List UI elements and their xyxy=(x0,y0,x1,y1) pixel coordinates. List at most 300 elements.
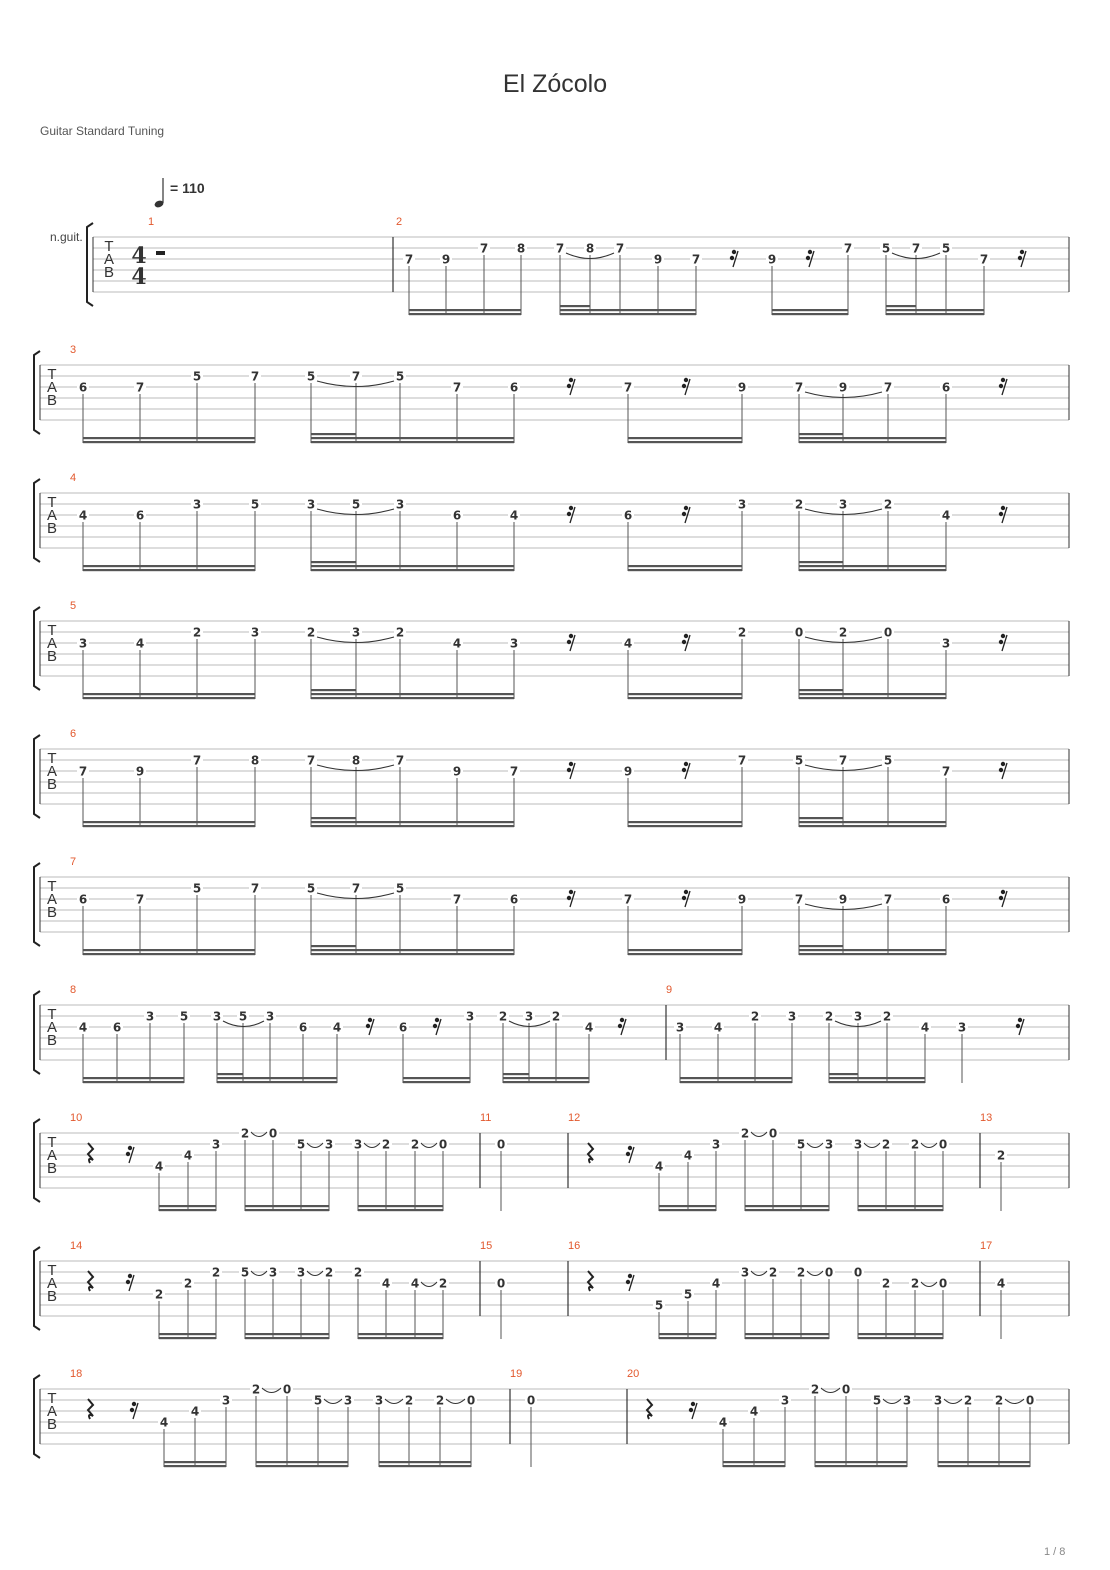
tab-letter: A xyxy=(103,251,115,268)
rest-dot xyxy=(999,896,1003,900)
fret-number: 5 xyxy=(250,497,260,512)
measure-number: 9 xyxy=(666,984,673,996)
beam xyxy=(745,1337,829,1339)
fret-number: 3 xyxy=(343,1393,353,1408)
beam xyxy=(503,1081,589,1083)
fret-number: 6 xyxy=(509,380,519,395)
fret-number: 2 xyxy=(910,1276,920,1291)
beam xyxy=(245,1209,329,1211)
half-rest xyxy=(156,251,165,255)
fret-number: 2 xyxy=(404,1393,414,1408)
measure-number: 4 xyxy=(70,472,77,484)
fret-number: 2 xyxy=(768,1265,778,1280)
rest-dot xyxy=(433,1024,437,1028)
fret-number: 3 xyxy=(711,1137,721,1152)
fret-number: 2 xyxy=(192,625,202,640)
fret-number: 5 xyxy=(192,881,202,896)
fret-number: 3 xyxy=(737,497,747,512)
rest-dot xyxy=(368,1018,372,1022)
fret-number: 2 xyxy=(435,1393,445,1408)
fret-number: 5 xyxy=(296,1137,306,1152)
rest-dot xyxy=(682,768,686,772)
instrument-label: n.guit. xyxy=(50,230,83,244)
rest-dot xyxy=(569,506,573,510)
fret-number: 3 xyxy=(211,1137,221,1152)
rest-dot xyxy=(732,250,736,254)
fret-number: 7 xyxy=(883,380,893,395)
fret-number: 0 xyxy=(824,1265,834,1280)
beam xyxy=(886,309,984,311)
fret-number: 3 xyxy=(221,1393,231,1408)
fret-number: 7 xyxy=(351,369,361,384)
fret-number: 3 xyxy=(853,1009,863,1024)
fret-number: 3 xyxy=(740,1265,750,1280)
fret-number: 9 xyxy=(135,764,145,779)
beam xyxy=(829,1077,925,1079)
fret-number: 4 xyxy=(941,508,951,523)
beam xyxy=(799,817,843,819)
fret-number: 4 xyxy=(711,1276,721,1291)
beam xyxy=(83,825,255,827)
fret-number: 2 xyxy=(740,1126,750,1141)
beam xyxy=(311,689,356,691)
beam xyxy=(560,313,696,315)
fret-number: 2 xyxy=(796,1265,806,1280)
fret-number: 3 xyxy=(212,1009,222,1024)
beam xyxy=(799,565,946,567)
fret-number: 0 xyxy=(526,1393,536,1408)
fret-number: 9 xyxy=(737,380,747,395)
beam xyxy=(858,1209,943,1211)
tab-letter: B xyxy=(46,648,58,665)
fret-number: 7 xyxy=(843,241,853,256)
fret-number: 3 xyxy=(902,1393,912,1408)
fret-number: 2 xyxy=(211,1265,221,1280)
rest-dot xyxy=(999,384,1003,388)
fret-number: 3 xyxy=(933,1393,943,1408)
tab-letter: A xyxy=(46,635,58,652)
beam xyxy=(829,1073,858,1075)
system-bracket xyxy=(34,991,40,1074)
fret-number: 4 xyxy=(154,1159,164,1174)
fret-number: 8 xyxy=(351,753,361,768)
rest-dot xyxy=(569,634,573,638)
measure-number: 18 xyxy=(70,1368,83,1380)
fret-number: 6 xyxy=(135,508,145,523)
rest-dot xyxy=(1001,378,1005,382)
beam xyxy=(403,1077,470,1079)
measure-number: 15 xyxy=(480,1240,493,1252)
beam xyxy=(938,1465,1030,1467)
rest-dot xyxy=(806,256,810,260)
rest-dot xyxy=(132,1402,136,1406)
fret-number: 3 xyxy=(509,636,519,651)
beam xyxy=(245,1205,329,1207)
fret-number: 4 xyxy=(509,508,519,523)
tab-letter: A xyxy=(46,1147,58,1164)
fret-number: 5 xyxy=(395,881,405,896)
score-title: El Zócolo xyxy=(502,70,608,98)
beam xyxy=(358,1333,443,1335)
system-bracket xyxy=(34,351,40,434)
fret-number: 7 xyxy=(509,764,519,779)
fret-number: 2 xyxy=(838,625,848,640)
tab-letter: T xyxy=(47,878,57,895)
fret-number: 2 xyxy=(824,1009,834,1024)
fret-number: 9 xyxy=(452,764,462,779)
measure-number: 1 xyxy=(148,216,155,228)
beam xyxy=(379,1461,471,1463)
fret-number: 2 xyxy=(551,1009,561,1024)
beam xyxy=(799,441,946,443)
fret-number: 3 xyxy=(780,1393,790,1408)
fret-number: 0 xyxy=(496,1137,506,1152)
fret-number: 0 xyxy=(938,1137,948,1152)
fret-number: 2 xyxy=(882,1009,892,1024)
rest-dot xyxy=(682,512,686,516)
tab-system xyxy=(34,984,1069,1083)
rest-dot xyxy=(682,640,686,644)
tab-system xyxy=(34,1240,1069,1339)
fret-number: 7 xyxy=(404,252,414,267)
tab-letter: T xyxy=(47,622,57,639)
fret-number: 2 xyxy=(183,1276,193,1291)
fret-number: 4 xyxy=(381,1276,391,1291)
fret-number: 7 xyxy=(250,881,260,896)
beam xyxy=(311,945,356,947)
beam xyxy=(245,1337,329,1339)
beam xyxy=(245,1333,329,1335)
fret-number: 7 xyxy=(883,892,893,907)
beam xyxy=(311,953,514,955)
fret-number: 3 xyxy=(351,625,361,640)
rest-dot xyxy=(999,512,1003,516)
tab-letter: A xyxy=(46,507,58,524)
beam xyxy=(799,569,946,571)
fret-number: 6 xyxy=(78,380,88,395)
fret-number: 3 xyxy=(675,1020,685,1035)
fret-number: 7 xyxy=(838,753,848,768)
measure-number: 10 xyxy=(70,1112,83,1124)
beam xyxy=(311,569,514,571)
beam xyxy=(83,693,255,695)
tab-system xyxy=(34,728,1069,827)
beam xyxy=(311,821,514,823)
beam xyxy=(311,817,356,819)
rest-dot xyxy=(1001,890,1005,894)
beam xyxy=(256,1465,348,1467)
fret-number: 7 xyxy=(623,892,633,907)
beam xyxy=(83,697,255,699)
rest-dot xyxy=(618,1024,622,1028)
fret-number: 7 xyxy=(623,380,633,395)
fret-number: 3 xyxy=(374,1393,384,1408)
fret-number: 4 xyxy=(718,1415,728,1430)
rest-dot xyxy=(366,1024,370,1028)
beam xyxy=(799,825,946,827)
fret-number: 8 xyxy=(585,241,595,256)
tab-system xyxy=(34,472,1069,571)
measure-number: 14 xyxy=(70,1240,83,1252)
rest-dot xyxy=(682,384,686,388)
beam xyxy=(772,309,848,311)
fret-number: 0 xyxy=(938,1276,948,1291)
rest-dot xyxy=(567,512,571,516)
fret-number: 0 xyxy=(1025,1393,1035,1408)
fret-number: 2 xyxy=(996,1148,1006,1163)
fret-number: 3 xyxy=(941,636,951,651)
beam xyxy=(83,949,255,951)
fret-number: 3 xyxy=(787,1009,797,1024)
beam xyxy=(311,441,514,443)
fret-number: 4 xyxy=(452,636,462,651)
fret-number: 7 xyxy=(192,753,202,768)
rest-dot xyxy=(130,1408,134,1412)
beam xyxy=(217,1073,243,1075)
beam xyxy=(560,309,696,311)
fret-number: 7 xyxy=(135,892,145,907)
fret-number: 2 xyxy=(251,1382,261,1397)
fret-number: 2 xyxy=(498,1009,508,1024)
fret-number: 5 xyxy=(941,241,951,256)
fret-number: 2 xyxy=(154,1287,164,1302)
rest-dot xyxy=(999,768,1003,772)
fret-number: 5 xyxy=(313,1393,323,1408)
tab-letter: A xyxy=(46,891,58,908)
fret-number: 2 xyxy=(737,625,747,640)
fret-number: 7 xyxy=(395,753,405,768)
fret-number: 5 xyxy=(395,369,405,384)
rest-dot xyxy=(567,384,571,388)
measure-number: 7 xyxy=(70,856,77,868)
fret-number: 7 xyxy=(351,881,361,896)
beam xyxy=(628,697,742,699)
beam xyxy=(799,437,946,439)
quarter-rest xyxy=(588,1271,593,1291)
beam xyxy=(938,1461,1030,1463)
measure-number: 13 xyxy=(980,1112,993,1124)
beam xyxy=(83,1077,184,1079)
beam xyxy=(379,1465,471,1467)
fret-number: 7 xyxy=(794,380,804,395)
fret-number: 2 xyxy=(306,625,316,640)
fret-number: 3 xyxy=(250,625,260,640)
fret-number: 4 xyxy=(749,1404,759,1419)
fret-number: 2 xyxy=(883,497,893,512)
beam xyxy=(358,1209,443,1211)
rest-dot xyxy=(628,1274,632,1278)
measure-number: 5 xyxy=(70,600,77,612)
rest-dot xyxy=(128,1146,132,1150)
quarter-rest xyxy=(88,1143,93,1163)
tab-letter: A xyxy=(46,1275,58,1292)
beam xyxy=(628,825,742,827)
beam xyxy=(829,1081,925,1083)
fret-number: 2 xyxy=(381,1137,391,1152)
beam xyxy=(256,1461,348,1463)
fret-number: 3 xyxy=(838,497,848,512)
fret-number: 0 xyxy=(794,625,804,640)
fret-number: 2 xyxy=(240,1126,250,1141)
fret-number: 5 xyxy=(683,1287,693,1302)
fret-number: 7 xyxy=(691,252,701,267)
fret-number: 3 xyxy=(268,1265,278,1280)
system-bracket xyxy=(34,479,40,562)
beam xyxy=(83,569,255,571)
fret-number: 3 xyxy=(324,1137,334,1152)
fret-number: 3 xyxy=(853,1137,863,1152)
beam xyxy=(628,565,742,567)
fret-number: 5 xyxy=(179,1009,189,1024)
rest-dot xyxy=(1001,762,1005,766)
rest-dot xyxy=(569,890,573,894)
tab-letter: A xyxy=(46,379,58,396)
beam xyxy=(799,945,843,947)
time-signature-bottom: 4 xyxy=(131,264,147,290)
beam xyxy=(311,693,514,695)
fret-number: 4 xyxy=(713,1020,723,1035)
fret-number: 2 xyxy=(410,1137,420,1152)
measure-number: 19 xyxy=(510,1368,523,1380)
fret-number: 7 xyxy=(479,241,489,256)
measure-number: 8 xyxy=(70,984,77,996)
fret-number: 8 xyxy=(250,753,260,768)
rest-dot xyxy=(684,506,688,510)
beam xyxy=(680,1081,792,1083)
tab-letter: T xyxy=(47,1262,57,1279)
measure-number: 3 xyxy=(70,344,77,356)
system-bracket xyxy=(34,1375,40,1458)
system-bracket xyxy=(34,1119,40,1202)
beam xyxy=(403,1081,470,1083)
fret-number: 5 xyxy=(240,1265,250,1280)
fret-number: 7 xyxy=(941,764,951,779)
fret-number: 5 xyxy=(306,369,316,384)
beam xyxy=(358,1205,443,1207)
beam xyxy=(503,1073,529,1075)
time-signature-top: 4 xyxy=(131,243,147,269)
fret-number: 9 xyxy=(838,380,848,395)
fret-number: 4 xyxy=(920,1020,930,1035)
beam xyxy=(745,1209,829,1211)
fret-number: 6 xyxy=(78,892,88,907)
tab-system xyxy=(34,1112,1069,1211)
beam xyxy=(886,313,984,315)
rest-dot xyxy=(1016,1024,1020,1028)
system-bracket xyxy=(34,607,40,690)
beam xyxy=(83,1081,184,1083)
fret-number: 4 xyxy=(183,1148,193,1163)
tab-system xyxy=(34,1368,1069,1467)
beam xyxy=(311,437,514,439)
fret-number: 7 xyxy=(794,892,804,907)
fret-number: 2 xyxy=(881,1137,891,1152)
beam xyxy=(217,1077,337,1079)
fret-number: 3 xyxy=(265,1009,275,1024)
system-bracket xyxy=(34,1247,40,1330)
fret-number: 3 xyxy=(524,1009,534,1024)
tab-letter: B xyxy=(103,264,115,281)
fret-number: 6 xyxy=(452,508,462,523)
fret-number: 3 xyxy=(465,1009,475,1024)
rest-dot xyxy=(569,378,573,382)
fret-number: 5 xyxy=(794,753,804,768)
fret-number: 4 xyxy=(654,1159,664,1174)
fret-number: 2 xyxy=(994,1393,1004,1408)
beam xyxy=(772,313,848,315)
fret-number: 4 xyxy=(159,1415,169,1430)
quarter-rest xyxy=(88,1399,93,1419)
fret-number: 6 xyxy=(509,892,519,907)
fret-number: 4 xyxy=(584,1020,594,1035)
beam xyxy=(628,949,742,951)
rest-dot xyxy=(1001,506,1005,510)
rest-dot xyxy=(808,250,812,254)
system-bracket xyxy=(34,863,40,946)
rest-dot xyxy=(1018,1018,1022,1022)
tab-letter: A xyxy=(46,1403,58,1420)
fret-number: 4 xyxy=(332,1020,342,1035)
fret-number: 6 xyxy=(398,1020,408,1035)
rest-dot xyxy=(1020,250,1024,254)
fret-number: 2 xyxy=(881,1276,891,1291)
fret-number: 2 xyxy=(963,1393,973,1408)
fret-number: 0 xyxy=(883,625,893,640)
rest-dot xyxy=(684,762,688,766)
quarter-rest xyxy=(88,1271,93,1291)
measure-number: 20 xyxy=(627,1368,640,1380)
beam xyxy=(815,1465,907,1467)
beam xyxy=(409,313,521,315)
rest-dot xyxy=(567,768,571,772)
beam xyxy=(83,953,255,955)
beam xyxy=(745,1333,829,1335)
fret-number: 9 xyxy=(441,252,451,267)
fret-number: 4 xyxy=(135,636,145,651)
rest-dot xyxy=(684,890,688,894)
beam xyxy=(358,1337,443,1339)
fret-number: 6 xyxy=(298,1020,308,1035)
beam xyxy=(628,437,742,439)
tab-letter: T xyxy=(47,366,57,383)
beam xyxy=(886,305,916,307)
beam xyxy=(799,693,946,695)
fret-number: 7 xyxy=(911,241,921,256)
fret-number: 0 xyxy=(466,1393,476,1408)
fret-number: 0 xyxy=(496,1276,506,1291)
page-number: 1 / 8 xyxy=(1044,1546,1066,1558)
beam xyxy=(217,1081,337,1083)
rest-dot xyxy=(126,1152,130,1156)
fret-number: 4 xyxy=(623,636,633,651)
rest-dot xyxy=(1018,256,1022,260)
beam xyxy=(799,953,946,955)
fret-number: 6 xyxy=(623,508,633,523)
rest-dot xyxy=(626,1280,630,1284)
tab-letter: B xyxy=(46,1288,58,1305)
tempo-value: = 110 xyxy=(170,180,205,196)
fret-number: 7 xyxy=(737,753,747,768)
beam xyxy=(628,441,742,443)
fret-number: 2 xyxy=(395,625,405,640)
rest-dot xyxy=(730,256,734,260)
fret-number: 5 xyxy=(872,1393,882,1408)
fret-number: 3 xyxy=(145,1009,155,1024)
fret-number: 7 xyxy=(306,753,316,768)
fret-number: 4 xyxy=(78,508,88,523)
fret-number: 3 xyxy=(957,1020,967,1035)
fret-number: 3 xyxy=(353,1137,363,1152)
